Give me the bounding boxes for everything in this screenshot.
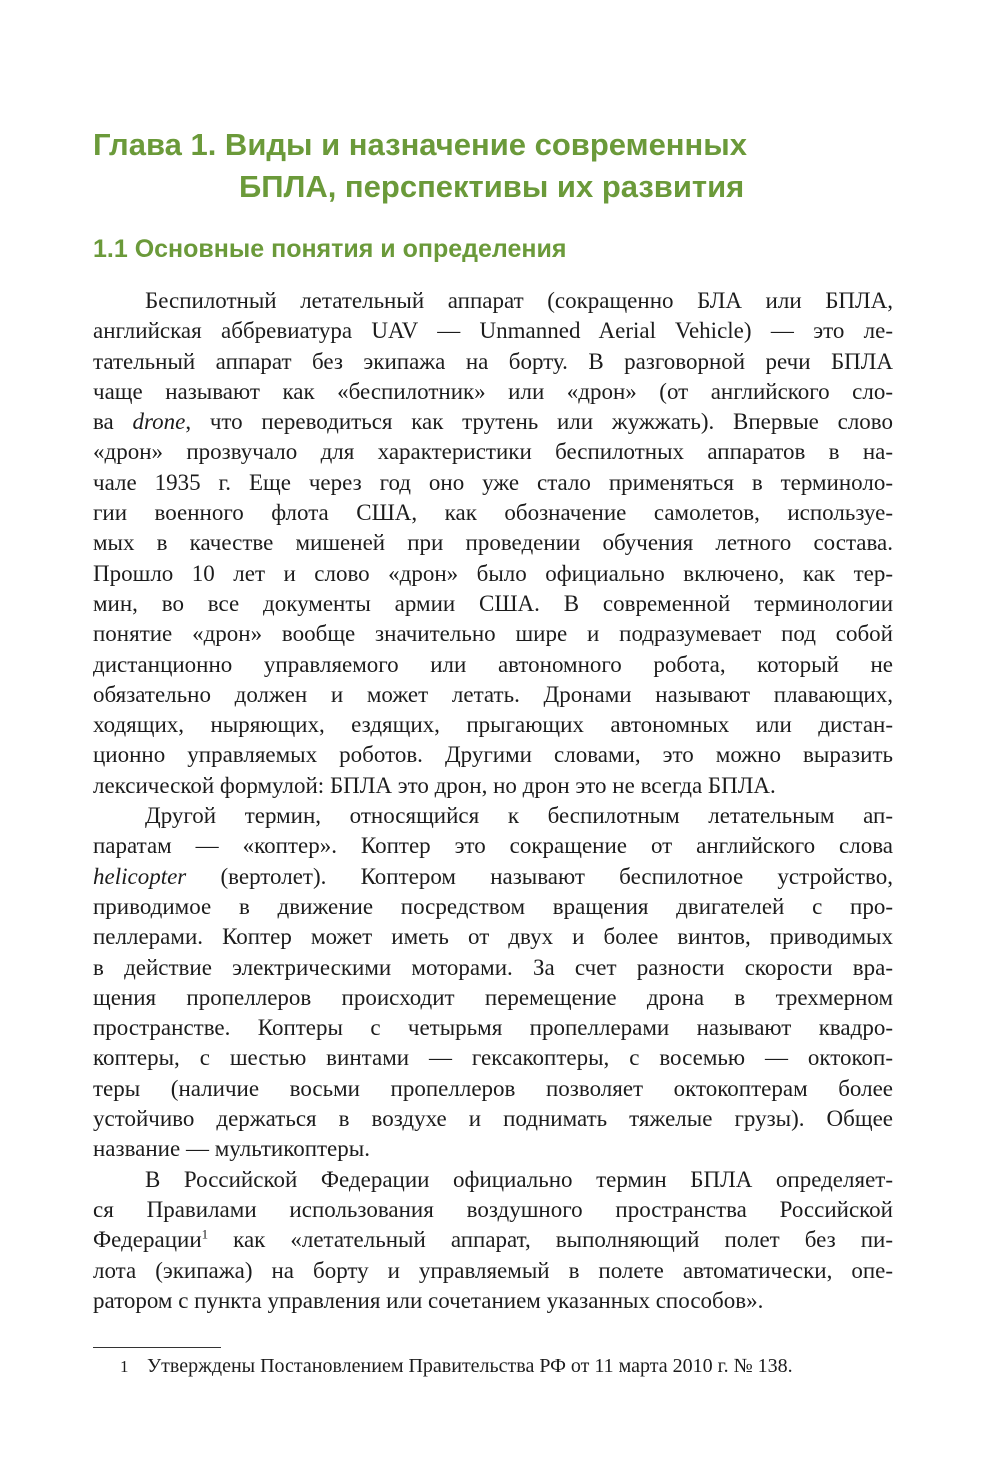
text-line: Беспилотный летательный аппарат (сокращенно БЛА или БПЛА, [145, 288, 893, 313]
text-line: чаще называют как «беспилотник» или «дрон» (от английского сло- [93, 378, 893, 404]
text-line: устойчиво держаться в воздухе и поднимать тяжелые грузы). Общее [93, 1106, 893, 1132]
paragraph [93, 801, 893, 1165]
text-run: ва [93, 409, 133, 435]
text-line: ся Правилами использования воздушного пространства Российской [93, 1196, 893, 1222]
text-line [93, 862, 893, 892]
italic-term: helicopter [93, 863, 187, 889]
text-line: теры (наличие восьми пропеллеров позволяет октокоптерам более [93, 1075, 893, 1101]
chapter-title-line-2: БПЛА, перспективы их развития [239, 169, 745, 204]
text-run: Федерации [93, 1227, 202, 1253]
text-line: мин, во все документы армии США. В современной терминологии [93, 590, 893, 616]
text-line: мых в качестве мишеней при проведении обучения летного состава. [93, 530, 893, 556]
text-line: В Российской Федерации официально термин БПЛА определяет- [145, 1166, 893, 1192]
text-line: «дрон» прозвучало для характеристики беспилотных аппаратов в на- [93, 439, 893, 465]
text-line [93, 407, 893, 437]
text-line [93, 1225, 893, 1255]
text-line: Прошло 10 лет и слово «дрон» было официально включено, как тер- [93, 560, 893, 586]
footnote-text: Утверждены Постановлением Правительства РФ от 11 марта 2010 г. № 138. [147, 1355, 793, 1377]
paragraph [93, 1165, 893, 1316]
text-run: (вертолет). Коптером называют беспилотное устройство, [186, 863, 893, 889]
text-line: ратором с пункта управления или сочетанием указанных способов». [93, 1287, 764, 1313]
text-run: как «летательный аппарат, выполняющий полет без пи- [208, 1227, 893, 1253]
text-line: чале 1935 г. Еще через год оно уже стало применяться в терминоло- [93, 469, 893, 495]
text-line: приводимое в движение посредством вращения двигателей с про- [93, 893, 893, 919]
text-line: щения пропеллеров происходит перемещение дрона в трехмерном [93, 984, 893, 1010]
text-run: , что переводиться как трутень или жужжать). Впервые слово [185, 409, 894, 435]
text-line: коптеры, с шестью винтами — гексакоптеры, с восемью — октокоп- [93, 1045, 893, 1071]
footnote-divider [93, 1347, 221, 1348]
footnote [120, 1352, 900, 1381]
text-line: ционно управляемых роботов. Другими словами, это можно выразить [93, 742, 893, 768]
text-line: понятие «дрон» вообще значительно шире и подразумевает под собой [93, 621, 893, 647]
text-line: лексической формулой: БПЛА это дрон, но дрон это не всегда БПЛА. [93, 772, 776, 798]
text-line: название — мультикоптеры. [93, 1136, 370, 1162]
footnote-reference: 1 [201, 1226, 209, 1242]
body-text [93, 286, 893, 1316]
footnote-number: 1 [120, 1357, 129, 1376]
text-line: тательный аппарат без экипажа на борту. В разговорной речи БПЛА [93, 348, 893, 374]
text-line: английская аббревиатура UAV — Unmanned Aerial Vehicle) — это ле- [93, 318, 893, 344]
text-line: обязательно должен и может летать. Дронами называют плавающих, [93, 681, 893, 707]
text-line: пространстве. Коптеры с четырьмя пропеллерами называют квадро- [93, 1015, 893, 1041]
section-title: 1.1 Основные понятия и определения [93, 235, 567, 263]
text-line: в действие электрическими моторами. За счет разности скорости вра- [93, 954, 893, 980]
paragraph [93, 286, 893, 801]
text-line: ходящих, ныряющих, ездящих, прыгающих автономных или дистан- [93, 712, 893, 738]
text-line: пеллерами. Коптер может иметь от двух и более винтов, приводимых [93, 924, 893, 950]
text-line: дистанционно управляемого или автономного робота, который не [93, 651, 893, 677]
text-line: Другой термин, относящийся к беспилотным летательным ап- [145, 803, 893, 829]
italic-term: drone [132, 409, 186, 435]
text-line: гии военного флота США, как обозначение самолетов, используе- [93, 500, 893, 526]
chapter-title-line-1: Глава 1. Виды и назначение современных [93, 127, 747, 162]
text-line: паратам — «коптер». Коптер это сокращение от английского слова [93, 833, 893, 859]
text-line: лота (экипажа) на борту и управляемый в полете автоматически, опе- [93, 1257, 893, 1283]
chapter-title [93, 124, 913, 208]
